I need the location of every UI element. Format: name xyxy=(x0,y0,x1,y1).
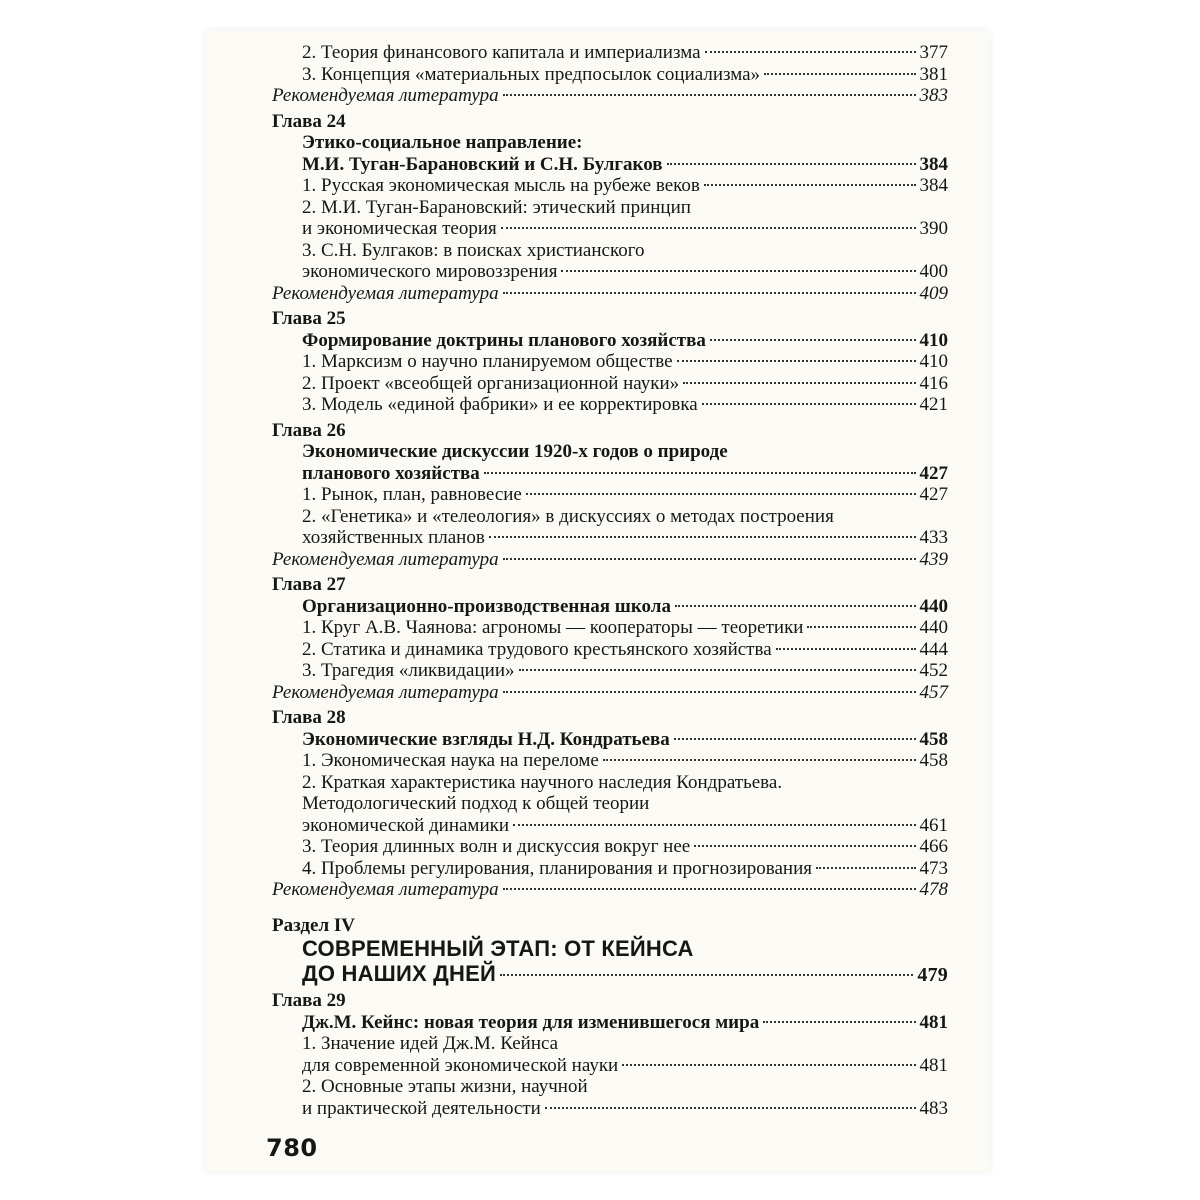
entry-title: 3. Модель «единой фабрики» и ее корректировка xyxy=(302,394,698,415)
toc-entry xyxy=(272,1098,948,1120)
entry-title: и практической деятельности xyxy=(302,1097,541,1119)
entry-page: 458 xyxy=(919,750,948,771)
toc-entry xyxy=(272,1033,948,1055)
entry-title: 3. Трагедия «ликвидации» xyxy=(302,660,515,681)
dot-leader xyxy=(705,51,916,53)
chapter-title xyxy=(272,330,948,352)
section-title-line: ДО НАШИХ ДНЕЙ xyxy=(302,961,497,986)
dot-leader xyxy=(503,558,916,560)
chapter-title-line: Формирование доктрины планового хозяйства xyxy=(302,329,706,351)
chapter-page: 458 xyxy=(919,728,948,750)
toc-entry xyxy=(272,793,948,815)
chapter-title-line: Этико-социальное направление: xyxy=(302,132,583,153)
dot-leader xyxy=(519,669,916,671)
dot-leader xyxy=(503,94,916,96)
entry-title: 2. М.И. Туган-Барановский: этический принцип xyxy=(302,196,691,218)
chapter-title xyxy=(272,729,948,751)
toc-entry-literature xyxy=(272,283,948,305)
toc-entry xyxy=(272,660,948,682)
dot-leader xyxy=(667,163,916,165)
dot-leader xyxy=(603,759,916,761)
chapter-page: 481 xyxy=(919,1011,948,1033)
chapter-label: Глава 29 xyxy=(272,990,346,1011)
dot-leader xyxy=(545,1107,916,1109)
toc-entry xyxy=(272,836,948,858)
entry-title: Рекомендуемая литература xyxy=(272,85,499,106)
dot-leader xyxy=(526,493,916,495)
toc-entry-literature xyxy=(272,549,948,571)
toc-entry xyxy=(272,175,948,197)
entry-title: для современной экономической науки xyxy=(302,1054,619,1076)
entry-page: 377 xyxy=(919,42,948,63)
chapter-title xyxy=(272,154,948,176)
chapter-title xyxy=(272,441,948,463)
entry-page: 466 xyxy=(919,836,948,857)
chapter-page: 440 xyxy=(919,595,948,617)
chapter-label: Глава 24 xyxy=(272,110,346,132)
chapter-label: Глава 26 xyxy=(272,419,346,441)
entry-title: 1. Круг А.В. Чаянова: агрономы — кооператоры — теоретики xyxy=(302,617,804,638)
toc-entry xyxy=(272,617,948,639)
section-label: Раздел IV xyxy=(272,914,355,936)
entry-page: 409 xyxy=(919,282,948,304)
chapter-title-line: Экономические дискуссии 1920-х годов о природе xyxy=(302,441,728,462)
dot-leader xyxy=(501,227,916,229)
dot-leader xyxy=(503,691,916,693)
chapter-label: Глава 25 xyxy=(272,308,346,329)
entry-title: 3. Теория длинных волн и дискуссия вокруг нее xyxy=(302,836,691,857)
dot-leader xyxy=(675,605,916,607)
entry-page: 381 xyxy=(919,63,948,85)
dot-leader xyxy=(702,403,916,405)
toc-entry xyxy=(272,394,948,416)
entry-title: 2. Теория финансового капитала и империализма xyxy=(302,42,701,63)
dot-leader xyxy=(622,1064,915,1066)
entry-title: 2. Проект «всеобщей организационной науки» xyxy=(302,372,680,394)
entry-page: 427 xyxy=(919,484,948,505)
toc-entry xyxy=(272,484,948,506)
dot-leader xyxy=(816,867,916,869)
entry-page: 384 xyxy=(919,175,948,196)
entry-title: экономической динамики xyxy=(302,814,510,836)
entry-page: 383 xyxy=(919,85,948,106)
toc-entry xyxy=(272,218,948,240)
toc-entry xyxy=(272,42,948,64)
chapter-page: 384 xyxy=(919,153,948,175)
toc-entry xyxy=(272,197,948,219)
entry-title: хозяйственных планов xyxy=(302,527,485,548)
section-title-line: СОВРЕМЕННЫЙ ЭТАП: ОТ КЕЙНСА xyxy=(302,936,694,961)
entry-title: экономического мировоззрения xyxy=(302,261,558,282)
dot-leader xyxy=(764,73,915,75)
toc-entry xyxy=(272,373,948,395)
entry-page: 461 xyxy=(919,814,948,836)
toc-entry-literature xyxy=(272,682,948,704)
dot-leader xyxy=(704,184,916,186)
dot-leader xyxy=(484,472,916,474)
chapter-title-line: Дж.М. Кейнс: новая теория для изменившегося мира xyxy=(302,1011,760,1033)
entry-title: Методологический подход к общей теории xyxy=(302,793,650,814)
chapter-title xyxy=(272,1012,948,1034)
entry-page: 483 xyxy=(919,1097,948,1119)
entry-title: 1. Русская экономическая мысль на рубеже веков xyxy=(302,175,700,196)
dot-leader xyxy=(807,626,915,628)
chapter-label: Глава 28 xyxy=(272,707,346,728)
toc-entry xyxy=(272,639,948,661)
dot-leader xyxy=(710,339,916,341)
toc-entry xyxy=(272,1055,948,1077)
toc-entry xyxy=(272,858,948,880)
toc-entry xyxy=(272,772,948,794)
chapter-title xyxy=(272,132,948,154)
toc-entry-literature xyxy=(272,879,948,901)
dot-leader xyxy=(776,648,916,650)
entry-page: 416 xyxy=(919,372,948,394)
entry-page: 410 xyxy=(919,351,948,372)
entry-page: 481 xyxy=(919,1054,948,1076)
chapter-title xyxy=(272,596,948,618)
entry-title: 2. Статика и динамика трудового крестьянского хозяйства xyxy=(302,638,772,660)
entry-title: 1. Рынок, план, равновесие xyxy=(302,484,522,505)
chapter-title-line: Экономические взгляды Н.Д. Кондратьева xyxy=(302,728,670,750)
entry-page: 457 xyxy=(919,681,948,703)
dot-leader xyxy=(503,888,916,890)
entry-title: Рекомендуемая литература xyxy=(272,282,499,304)
dot-leader xyxy=(683,382,915,384)
toc-entry xyxy=(272,815,948,837)
dot-leader xyxy=(674,738,916,740)
chapter-title-line: планового хозяйства xyxy=(302,462,480,484)
entry-page: 478 xyxy=(919,879,948,900)
dot-leader xyxy=(513,824,915,826)
dot-leader xyxy=(694,845,915,847)
entry-title: и экономическая теория xyxy=(302,218,497,239)
entry-title: 1. Значение идей Дж.М. Кейнса xyxy=(302,1033,559,1054)
toc-entry xyxy=(272,240,948,262)
dot-leader xyxy=(503,292,916,294)
entry-title: 1. Экономическая наука на переломе xyxy=(302,750,599,771)
entry-title: Рекомендуемая литература xyxy=(272,681,499,703)
dot-leader xyxy=(489,536,916,538)
chapter-title-line: Организационно-производственная школа xyxy=(302,595,671,617)
entry-title: 1. Марксизм о научно планируемом обществе xyxy=(302,351,673,372)
section-page: 479 xyxy=(917,964,948,986)
chapter-title-line: М.И. Туган-Барановский и С.Н. Булгаков xyxy=(302,153,663,175)
entry-title: 4. Проблемы регулирования, планирования и прогнозирования xyxy=(302,857,812,879)
section-title xyxy=(272,961,948,986)
entry-page: 433 xyxy=(919,527,948,548)
chapter-label: Глава 27 xyxy=(272,574,346,595)
entry-title: 3. Концепция «материальных предпосылок социализма» xyxy=(302,63,761,85)
dot-leader xyxy=(763,1021,915,1023)
toc-entry xyxy=(272,64,948,86)
dot-leader xyxy=(500,974,913,976)
table-of-contents xyxy=(272,42,948,1119)
entry-page: 473 xyxy=(919,857,948,879)
toc-entry xyxy=(272,506,948,528)
chapter-page: 410 xyxy=(919,329,948,351)
dot-leader xyxy=(677,360,916,362)
entry-page: 440 xyxy=(919,617,948,638)
entry-page: 439 xyxy=(919,548,948,570)
entry-title: Рекомендуемая литература xyxy=(272,548,499,570)
entry-title: 3. С.Н. Булгаков: в поисках христианского xyxy=(302,239,645,261)
entry-page: 444 xyxy=(919,638,948,660)
toc-entry xyxy=(272,351,948,373)
toc-entry xyxy=(272,1076,948,1098)
entry-title: 2. «Генетика» и «телеология» в дискуссиях о методах построения xyxy=(302,505,834,527)
section-title xyxy=(272,936,948,961)
entry-page: 452 xyxy=(919,660,948,681)
entry-title: 2. Краткая характеристика научного наследия Кондратьева. xyxy=(302,771,783,793)
chapter-title xyxy=(272,463,948,485)
entry-page: 421 xyxy=(919,394,948,415)
toc-entry xyxy=(272,527,948,549)
entry-page: 390 xyxy=(919,218,948,239)
entry-title: Рекомендуемая литература xyxy=(272,879,499,900)
entry-title: 2. Основные этапы жизни, научной xyxy=(302,1076,588,1097)
toc-entry xyxy=(272,750,948,772)
entry-page: 400 xyxy=(919,261,948,282)
toc-entry xyxy=(272,261,948,283)
chapter-page: 427 xyxy=(919,462,948,484)
dot-leader xyxy=(561,270,915,272)
page-number: 780 xyxy=(266,1134,318,1162)
toc-entry-literature xyxy=(272,85,948,107)
